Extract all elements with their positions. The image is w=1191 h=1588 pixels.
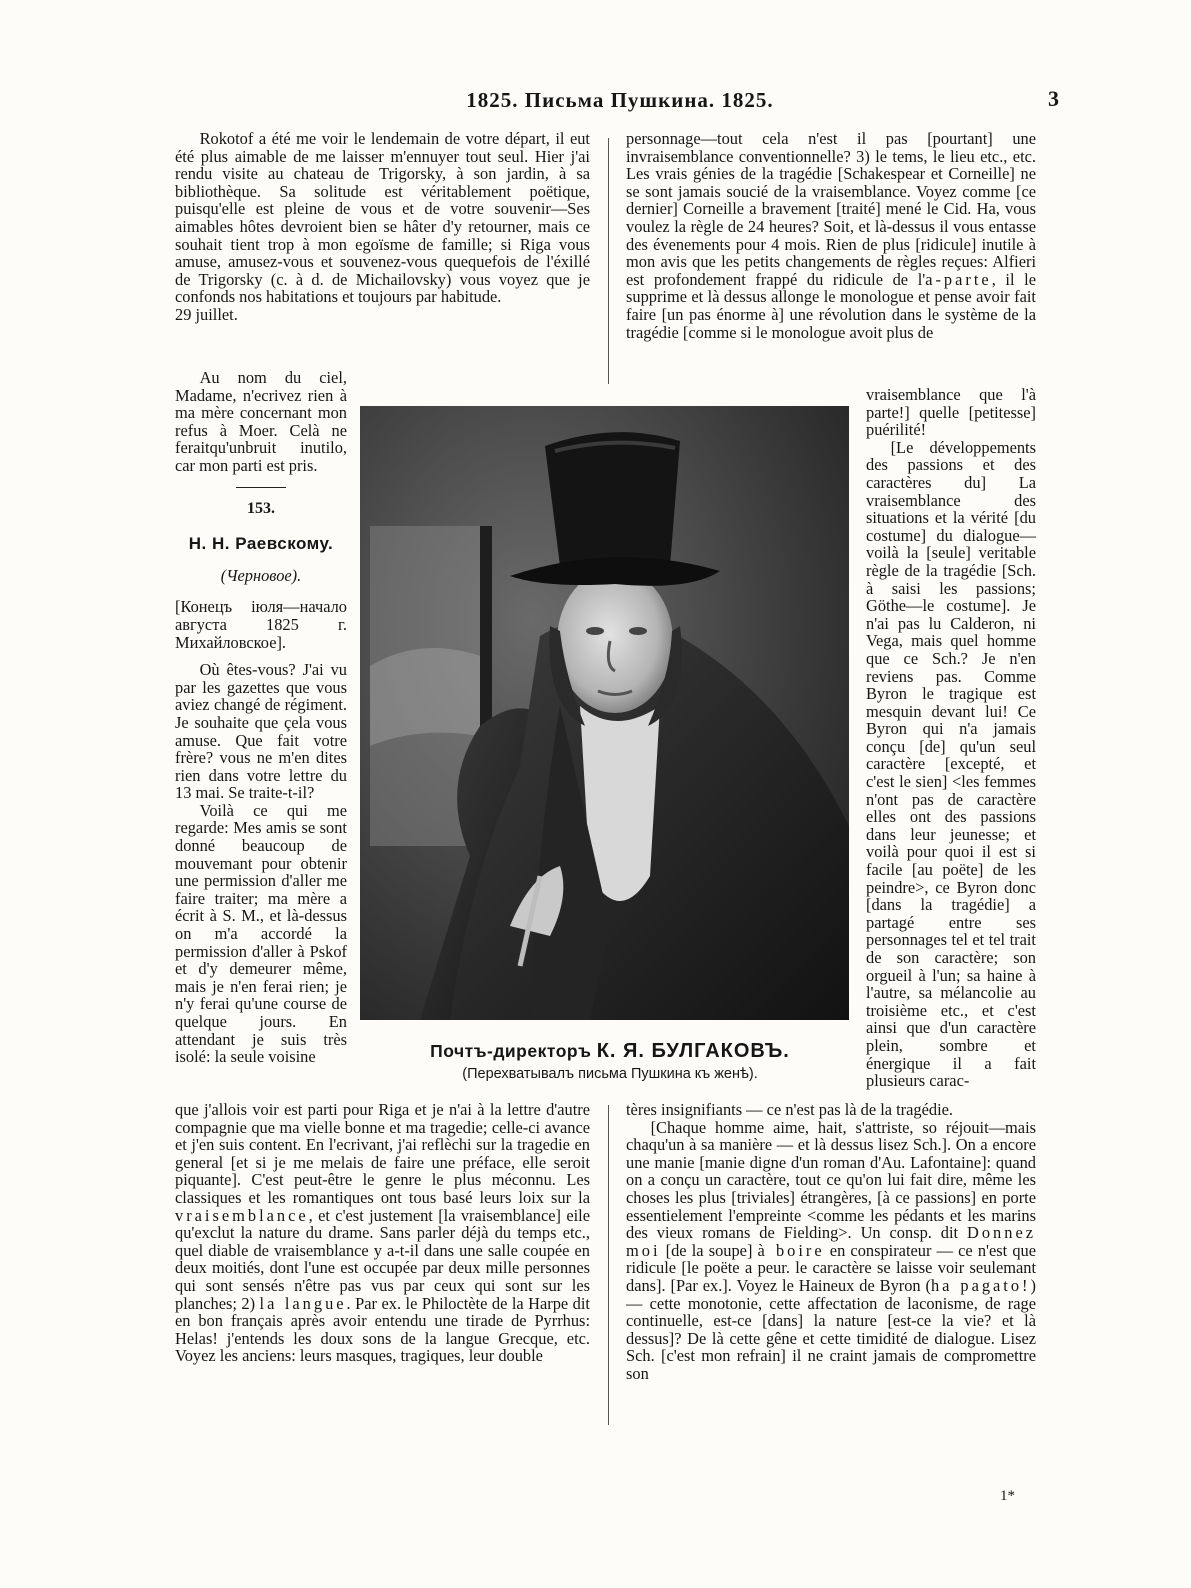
text-run: ) — cette monotonie, cette affectation de laconisme, de rage continuelle, est-ce [dans] la nature [est-ce la vie? et là dessus]? De là cette gêne et cette timidité de dialogue. Lisez Sch. [c'est mon refrain] il ne craint jamais de compromettre son (626, 1275, 1036, 1383)
paragraph (626, 130, 1036, 341)
paragraph: Où êtes-vous? J'ai vu par les gazettes que vous aviez changé de régiment. Je souhaite que çela vous amuse. Que fait votre frère? vous ne m'en dites rien dans votre lettre du 13 mai. Se traite-t-il? (175, 660, 347, 803)
letter-addressee: Н. Н. Раевскому. (188, 534, 334, 554)
emphasized-text: à boire (757, 1240, 825, 1260)
paragraph: tères insignifiants — ce n'est pas là de la tragédie. (626, 1100, 954, 1119)
right-column (626, 130, 1036, 341)
column-rule (608, 1105, 609, 1425)
column-rule (608, 138, 609, 384)
emphasized-text: ha pagato! (930, 1275, 1031, 1295)
emphasized-text: la langue (259, 1293, 347, 1313)
portrait-caption-note: (Перехватывалъ письма Пушкина къ женѣ). (462, 1066, 758, 1082)
text-run: [de la soupe] (660, 1240, 758, 1260)
signature-mark: 1* (1000, 1488, 1015, 1504)
paragraph: Au nom du ciel, Madame, n'ecrivez rien à ma mère concernant mon refus à Moer. Celà ne feraitqu'unbruit inutilo, car mon parti est pris. (175, 368, 347, 475)
running-header: 1825. Письма Пушкина. 1825. (466, 88, 774, 112)
text-run: [Chaque homme aime, hait, s'attriste, so réjouit—mais chaqu'un à sa manière — et là dessus lisez Sch.]. On a encore une manie [manie digne d'un roman d'Au. Lafontaine]: quand on a conçu un caractère, tout ce qu'on lui fait dire, même les choses les plus [triviales] étrangères, [à ce passions] en porte essentielement l'empreinte <comme les pédants et les marins des vieux romans de Fielding>. Un consp. dit (626, 1117, 1036, 1243)
text-run: en conspirateur — ce n'est que ridicule [le poëte a peur. le caractère se laisse voir seulemant dans]. [Par ex.]. Voyez le Haineux de Byron ( (626, 1240, 1036, 1295)
caption-name: К. Я. БУЛГАКОВЪ. (596, 1040, 790, 1062)
emphasized-text: vraisemblance (175, 1205, 309, 1225)
letter-number: 153. (247, 499, 275, 517)
caption-prefix: Почтъ-директоръ (430, 1041, 597, 1061)
paragraph: Rokotof a été me voir le lendemain de votre départ, il eut été plus aimable de me laisser m'ennuyer tout seul. Hier j'ai rendu visite au chateau de Trigorsky, à son jardin, à sa bibliothèque. Sa solitude est véritablement poëtique, puisqu'elle est pleine de vous et de votre souvenir—Ses aimables hôtes devroient bien se hâter d'y retourner, mais ce souhait tient trop à mon egoïsme de famille; si Riga vous amuse, amusez-vous et souvenez-vous quequefois de l'éxillé de Trigorsky (c. à d. de Michailovsky) vous voyez que je confonds nos habitations et toujours par habitude. (175, 129, 590, 307)
paragraph: Voilà ce qui me regarde: Mes amis se sont donné beaucoup de mouvemant pour obtenir une permission d'aller me faire traiter; ma mère a écrit à S. M., et là-dessus on m'a accordé la permission d'aller à Pskof et d'y demeurer même, mais je n'en ferai rien; je n'y ferai qu'une course de quelque jours. En attendant je suis très isolé: la seule voisine (175, 800, 347, 1067)
paragraph (175, 1101, 590, 1365)
text-run: , et c'est justement [la vraisemblance] eile qu'exclut la nature du drame. Sans parler déjà du temps etc., quel diable de vraisemblance y a-t-il dans une salle coupée en deux moitiés, dont l'une est occupée par deux mille personnes qui sont sensés n'être pas vus par ceux qui sont sur les planches; 2) (175, 1205, 590, 1313)
text-run: . Par ex. le Philoctète de la Harpe dit en bon français après avoir entendu une tirade de Pyrrhus: Helas! j'entends les doux sons de la langue Grecque, etc. Voyez les anciens: leurs masques, tragiques, leur double (175, 1293, 590, 1366)
paragraph (626, 1119, 1036, 1383)
bottom-left-column (175, 1101, 590, 1365)
text-run: , il le supprime et là dessus allonge le monologue et pense avoir fait faire [un pas énorme à] une révolution dans le système de la tragédie [comme si le monologue avoit plus de (626, 269, 1036, 342)
bottom-right-column (626, 1101, 1036, 1383)
left-column (175, 130, 590, 324)
portrait-caption (360, 1040, 860, 1063)
paragraph: vraisemblance que l'à parte!] quelle [petitesse] puérilité! (866, 385, 1036, 440)
left-narrow-column (175, 369, 347, 1066)
date-note: [Конецъ іюля—начало августа 1825 г. Михайловское]. (175, 597, 347, 652)
text-run: personnage—tout cela n'est il pas [pourtant] une invraisemblance conventionnelle? 3) le tems, le lieu etc., etc. Les vrais génies de la tragédie [Schakespear et Corneille] ne se sont jamais soucié de la vraisemblance. Voyez comme [ce dernier] Corneille a bravement [traité] mené le Cid. Ha, vous voulez la règle de 24 heures? Soit, et là-dessus il vous entasse des évenements pour 4 mois. Rien de plus [ridicule] inutile à mon avis que les petits changements de règles reçues: Alfieri est profondement frappé du ridicule de l' (626, 129, 1036, 289)
draft-note: (Черновое). (220, 565, 302, 585)
divider (236, 487, 286, 488)
portrait-image (360, 406, 849, 1020)
paragraph: [Le développements des passions et des caractères du] La vraisemblance des situations et la vérité [du costume] du dialogue—voilà la [seule] veritable règle de la tragédie [Sch. à saisi les passions; Göthe—le costume]. Je n'ai pas lu Calderon, ni Vega, mais quel homme que ce Sch.? Je n'en reviens pas. Comme Byron le tragique est mesquin devant lui! Ce Byron qui n'a jamais conçu [de] qu'un seul caractère [excepté, et c'est le sien] <les femmes n'ont pas de caractère elles ont des passions dans leur jeunesse; et voilà pour quoi il est si facile [au poëte] de les peindre>, ce Byron donc [dans la tragédie] a partagé entre ses personnages tel et tel trait de son caractère; son orgueil à l'un; sa haine à l'autre, sa mélancolie au troisième etc., et c'est ainsi que d'un caractère plein, sombre et énergique il a fait plusieurs carac- (866, 437, 1036, 1091)
right-narrow-column (866, 386, 1036, 1090)
date-line: 29 juillet. (175, 304, 238, 324)
emphasized-text: Donnez moi (626, 1223, 1036, 1260)
text-run: que j'allois voir est parti pour Riga et je n'ai à la lettre d'autre compagnie que ma vielle bonne et ma tragedie; celle-ci avance et j'en suis content. En l'ecrivant, j'ai reflèchi sur la tragedie en general [et si je me melais de faire une préface, elle seroit piquante]. C'est peut-être le genre le plus méconnu. Les classiques et les romantiques ont tous basé leurs loix sur la (175, 1100, 590, 1207)
page-number: 3 (1048, 86, 1059, 111)
emphasized-text: a-parte (925, 269, 992, 289)
